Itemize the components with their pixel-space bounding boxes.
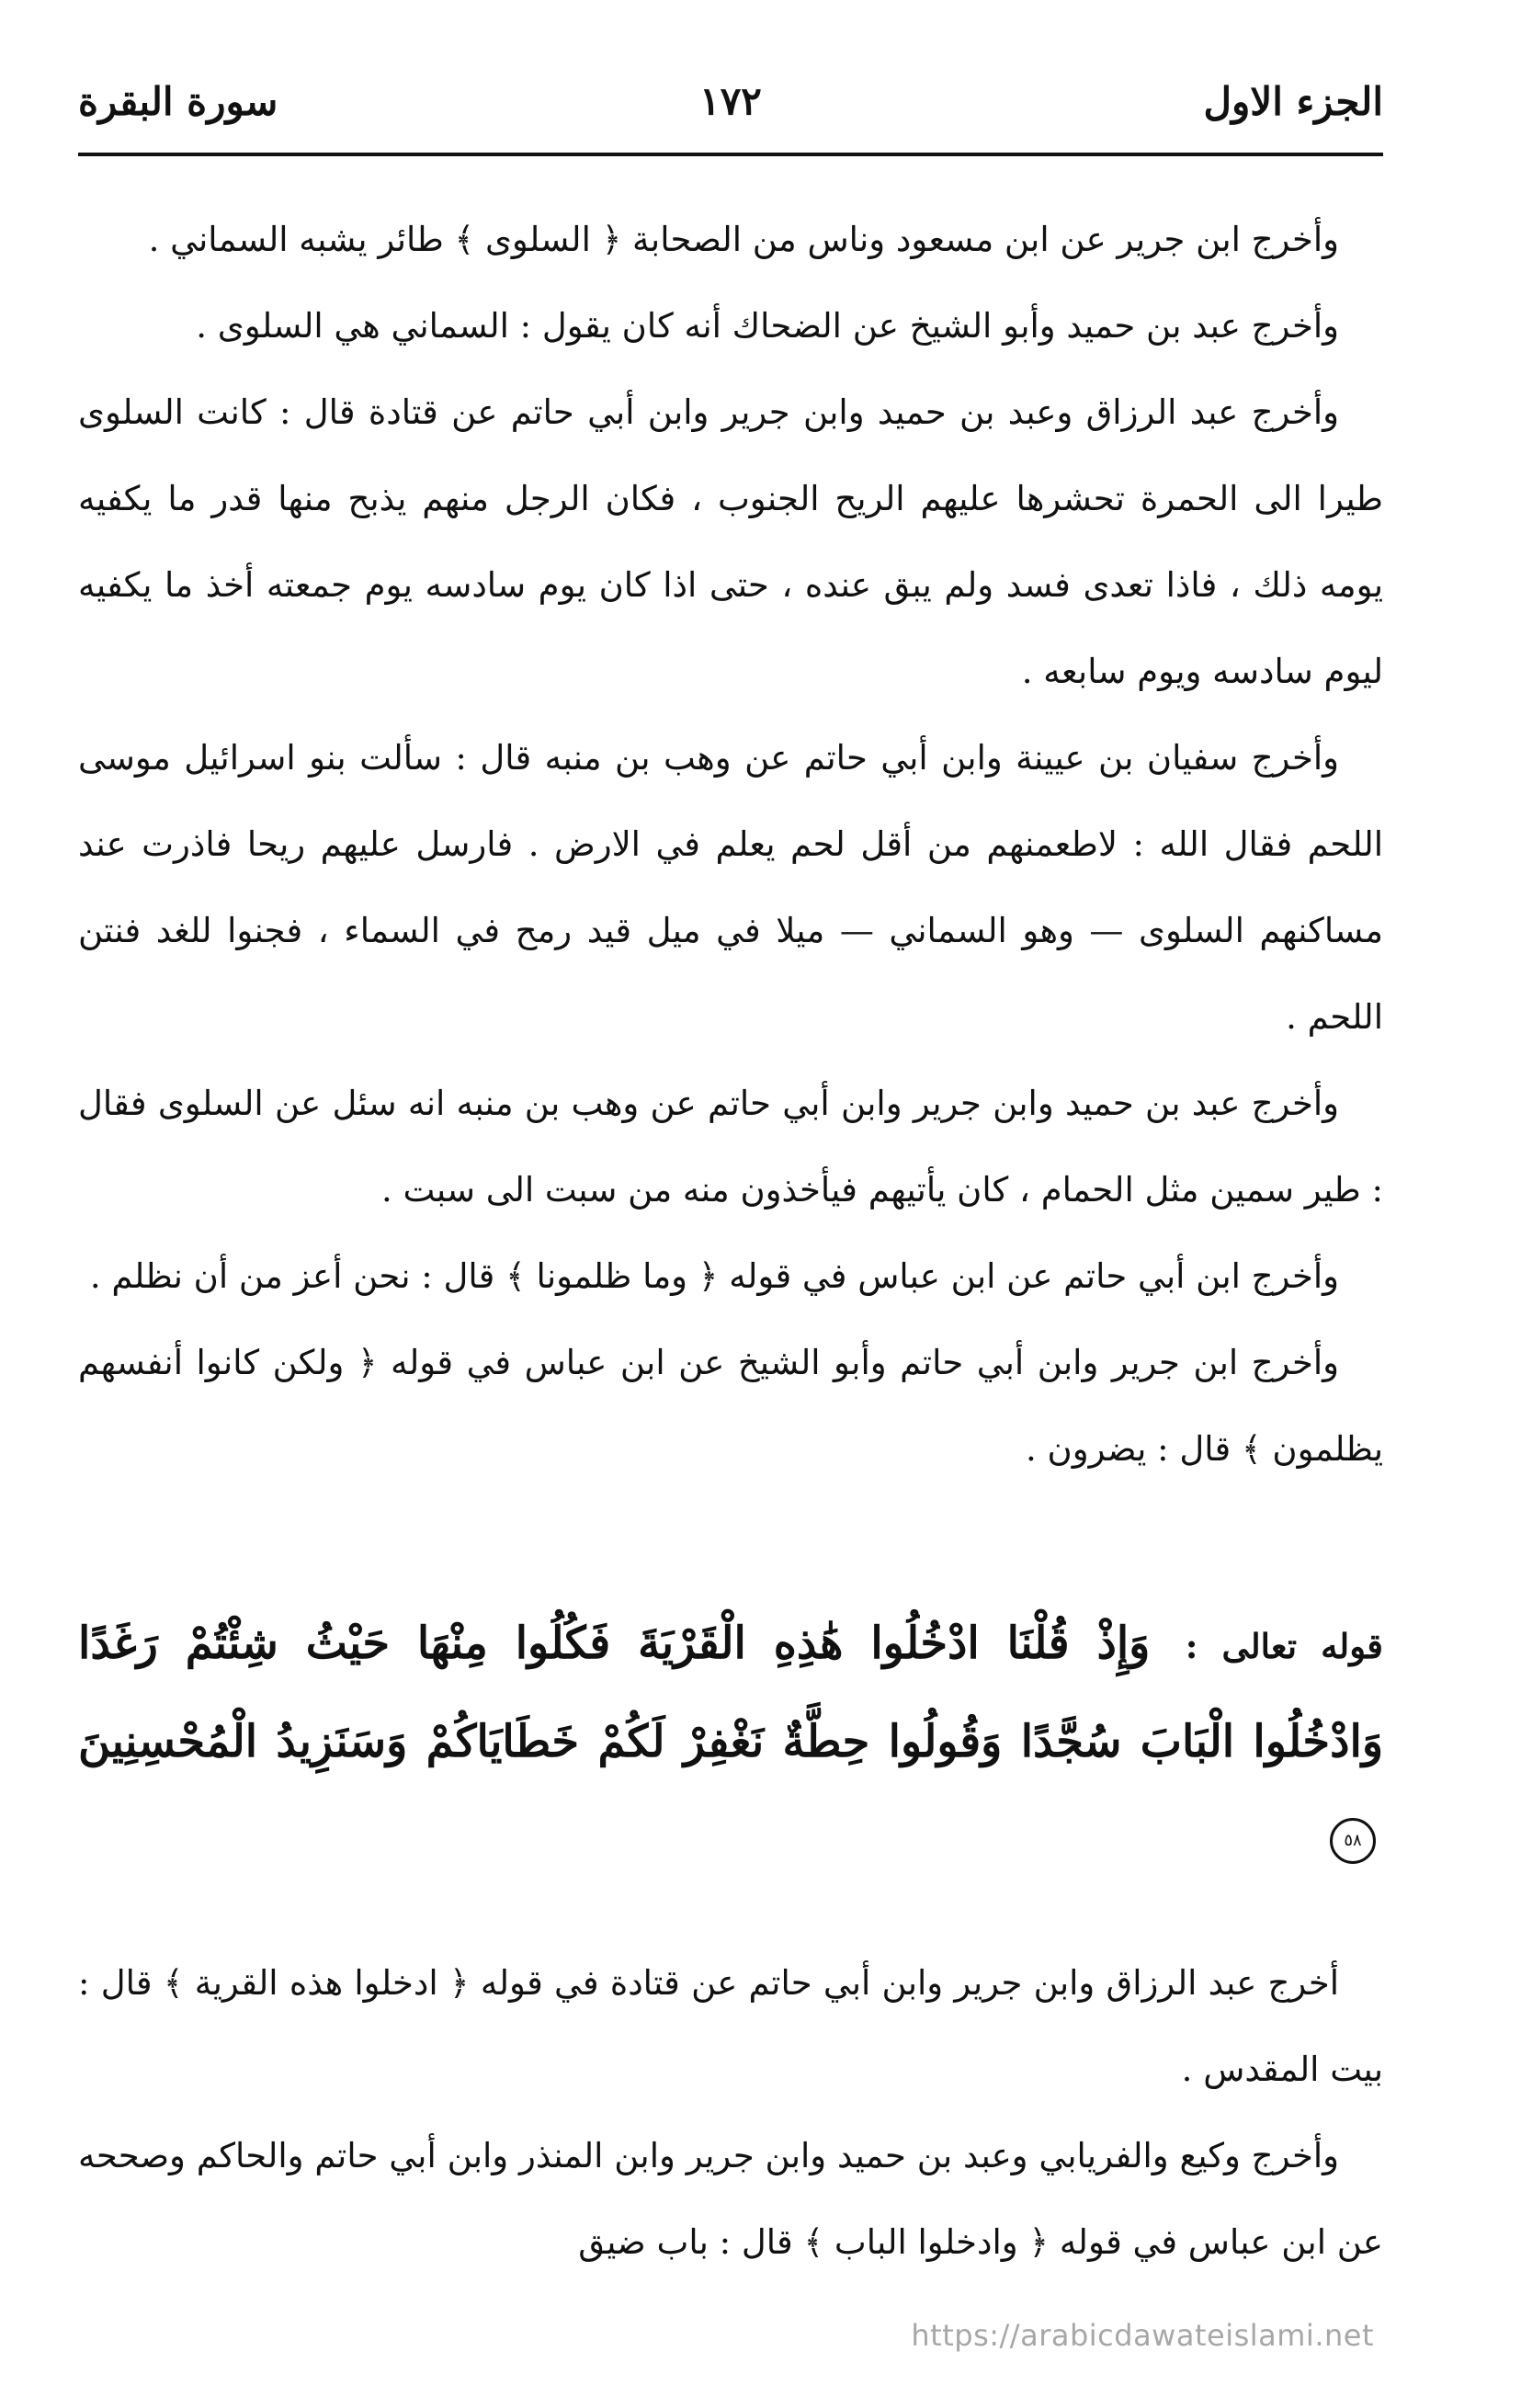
verse-text: وَإِذْ قُلْنَا ادْخُلُوا هَٰذِهِ الْقَرْيَةَ فَكُلُوا مِنْهَا حَيْثُ شِئْتُمْ رَغَدًا وَادْخُلُوا الْبَابَ سُجَّدًا وَقُولُوا حِطَّةٌ نَغْفِرْ لَكُمْ خَطَايَاكُمْ وَسَنَزِيدُ الْمُحْسِنِينَ: [78, 1618, 1383, 1767]
commentary-before-verse: [78, 197, 1383, 1493]
paragraph: وأخرج عبد بن حميد وأبو الشيخ عن الضحاك أنه كان يقول : السماني هي السلوى .: [196, 306, 1339, 346]
ayah-number-marker: ٥٨: [1330, 1818, 1376, 1864]
part-label: الجزء الاول: [1203, 78, 1383, 124]
paragraph: وأخرج عبد الرزاق وعبد بن حميد وابن جرير وابن أبي حاتم عن قتادة قال : كانت السلوى طيرا الى الحمرة تحشرها عليهم الريح الجنوب ، فكان الرجل منهم يذبح منها قدر ما يكفيه يومه ذلك ، فاذا تعدى فسد ولم يبق عنده ، حتى اذا كان يوم سادسه يوم جمعته أخذ ما يكفيه ليوم سادسه ويوم سابعه .: [78, 392, 1383, 691]
paragraph: وأخرج ابن جرير وابن أبي حاتم وأبو الشيخ عن ابن عباس في قوله ﴿ ولكن كانوا أنفسهم يظلمون ﴾ قال : يضرون .: [78, 1343, 1383, 1469]
quran-verse: [78, 1596, 1383, 1885]
paragraph: وأخرج ابن جرير عن ابن مسعود وناس من الصحابة ﴿ السلوى ﴾ طائر يشبه السماني .: [148, 220, 1339, 259]
paragraph: وأخرج وكيع والفريابي وعبد بن حميد وابن جرير وابن المنذر وابن أبي حاتم والحاكم وصححه عن ابن عباس في قوله ﴿ وادخلوا الباب ﴾ قال : باب ضيق: [78, 2136, 1383, 2262]
watermark-url: https://arabicdawateislami.net: [911, 2318, 1374, 2353]
paragraph: وأخرج سفيان بن عيينة وابن أبي حاتم عن وهب بن منبه قال : سألت بنو اسرائيل موسى اللحم فقال الله : لاطعمنهم من أقل لحم يعلم في الارض . فارسل عليهم ريحا فاذرت عند مساكنهم السلوى — وهو السماني — ميلا في ميل قيد رمح في السماء ، فجنوا للغد فنتن اللحم .: [78, 738, 1383, 1037]
page-header: [78, 64, 1383, 138]
paragraph: أخرج عبد الرزاق وابن جرير وابن أبي حاتم عن قتادة في قوله ﴿ ادخلوا هذه القرية ﴾ قال : بيت المقدس .: [78, 1963, 1383, 2089]
paragraph: وأخرج عبد بن حميد وابن جرير وابن أبي حاتم عن وهب بن منبه انه سئل عن السلوى فقال : طير سمين مثل الحمام ، كان يأتيهم فيأخذون منه من سبت الى سبت .: [78, 1084, 1383, 1210]
paragraph: وأخرج ابن أبي حاتم عن ابن عباس في قوله ﴿ وما ظلمونا ﴾ قال : نحن أعز من أن نظلم .: [89, 1256, 1339, 1296]
page-number: ١٧٢: [699, 78, 762, 124]
surah-label: سورة البقرة: [78, 78, 278, 124]
verse-intro: قوله تعالى :: [1185, 1626, 1383, 1666]
commentary-after-verse: [78, 1940, 1383, 2286]
header-divider: [78, 153, 1383, 156]
